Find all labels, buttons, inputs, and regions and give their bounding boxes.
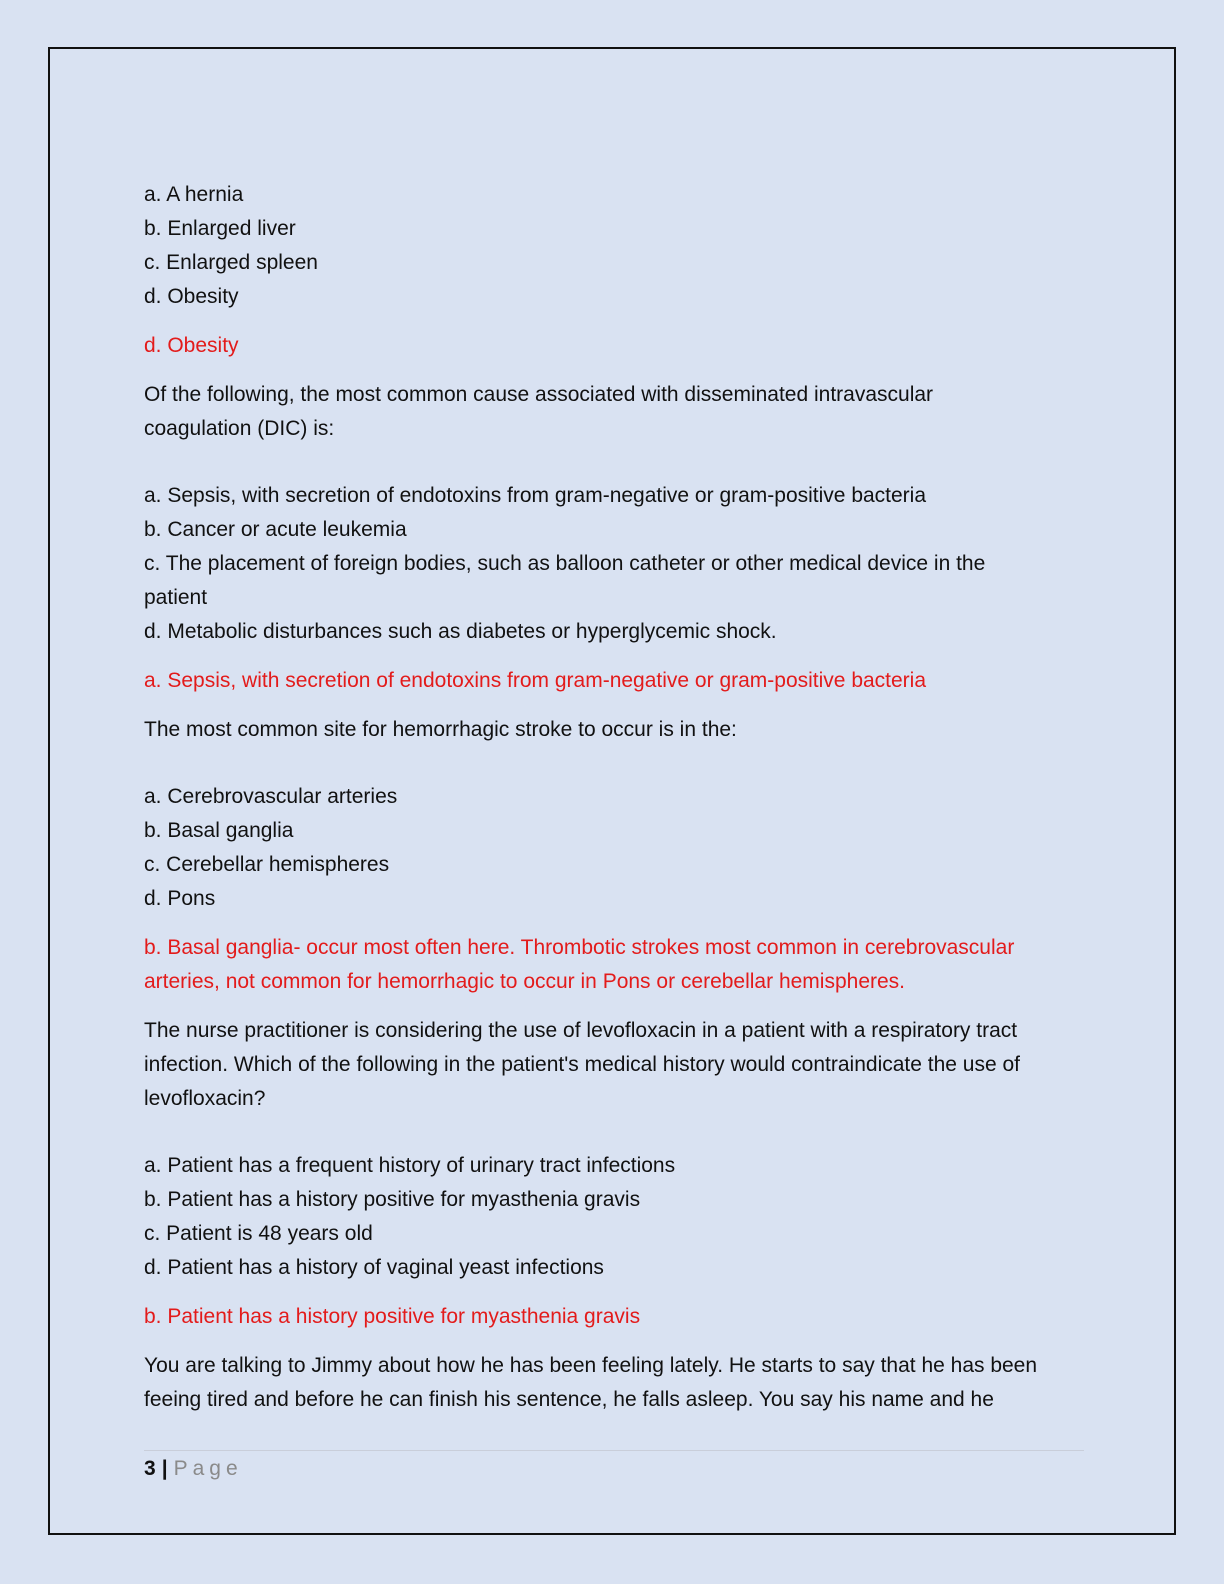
- option-d: d. Metabolic disturbances such as diabetes or hyperglycemic shock.: [144, 620, 777, 643]
- page-number: 3: [144, 1457, 156, 1480]
- answer-4: b. Patient has a history positive for myasthenia gravis: [144, 1305, 641, 1328]
- question-2-text: Of the following, the most common cause associated with disseminated intravascular coagulation (DIC) is:: [144, 383, 934, 440]
- answer-1: d. Obesity: [144, 334, 239, 357]
- option-b: b. Cancer or acute leukemia: [144, 518, 407, 541]
- option-a: a. A hernia: [144, 183, 244, 206]
- spacer: [144, 747, 1076, 780]
- option-c: c. Patient is 48 years old: [144, 1222, 373, 1245]
- question-4-text: The nurse practitioner is considering the use of levofloxacin in a patient with a respiratory tract infection. Which of the following in the patient's medical history would contraindicate the use of levofloxacin?: [144, 1019, 1020, 1110]
- question-3-options: [144, 780, 1076, 916]
- option-a: a. Patient has a frequent history of urinary tract infections: [144, 1154, 676, 1177]
- question-4-options: [144, 1149, 1076, 1285]
- option-d: d. Obesity: [144, 285, 239, 308]
- option-b: b. Patient has a history positive for myasthenia gravis: [144, 1188, 641, 1211]
- spacer: [144, 446, 1076, 479]
- option-a: a. Sepsis, with secretion of endotoxins from gram-negative or gram-positive bacteria: [144, 484, 927, 507]
- option-d: d. Pons: [144, 887, 216, 910]
- option-b: b. Basal ganglia: [144, 819, 294, 842]
- page-label: Page: [173, 1457, 243, 1480]
- answer-3: b. Basal ganglia- occur most often here. Thrombotic strokes most common in cerebrovascular arteries, not common for hemorrhagic to occur in Pons or cerebellar hemispheres.: [144, 936, 1015, 993]
- question-2-options: [144, 479, 1076, 649]
- document-body: [144, 178, 1076, 1417]
- question-1: [144, 178, 1076, 314]
- option-b: b. Enlarged liver: [144, 217, 296, 240]
- spacer: [144, 1116, 1076, 1149]
- option-a: a. Cerebrovascular arteries: [144, 785, 398, 808]
- footer-separator: |: [161, 1457, 168, 1480]
- question-3-text: The most common site for hemorrhagic stroke to occur is in the:: [144, 718, 737, 741]
- answer-2: a. Sepsis, with secretion of endotoxins from gram-negative or gram-positive bacteria: [144, 669, 927, 692]
- footer-divider: [144, 1450, 1084, 1451]
- page-footer: [144, 1454, 243, 1484]
- question-5-text: You are talking to Jimmy about how he has been feeling lately. He starts to say that he has been feeing tired and before he can finish his sentence, he falls asleep. You say his name and he: [144, 1354, 1038, 1411]
- option-d: d. Patient has a history of vaginal yeast infections: [144, 1256, 604, 1279]
- option-c: c. The placement of foreign bodies, such as balloon catheter or other medical device in the patient: [144, 552, 986, 609]
- option-c: c. Cerebellar hemispheres: [144, 853, 390, 876]
- option-c: c. Enlarged spleen: [144, 251, 318, 274]
